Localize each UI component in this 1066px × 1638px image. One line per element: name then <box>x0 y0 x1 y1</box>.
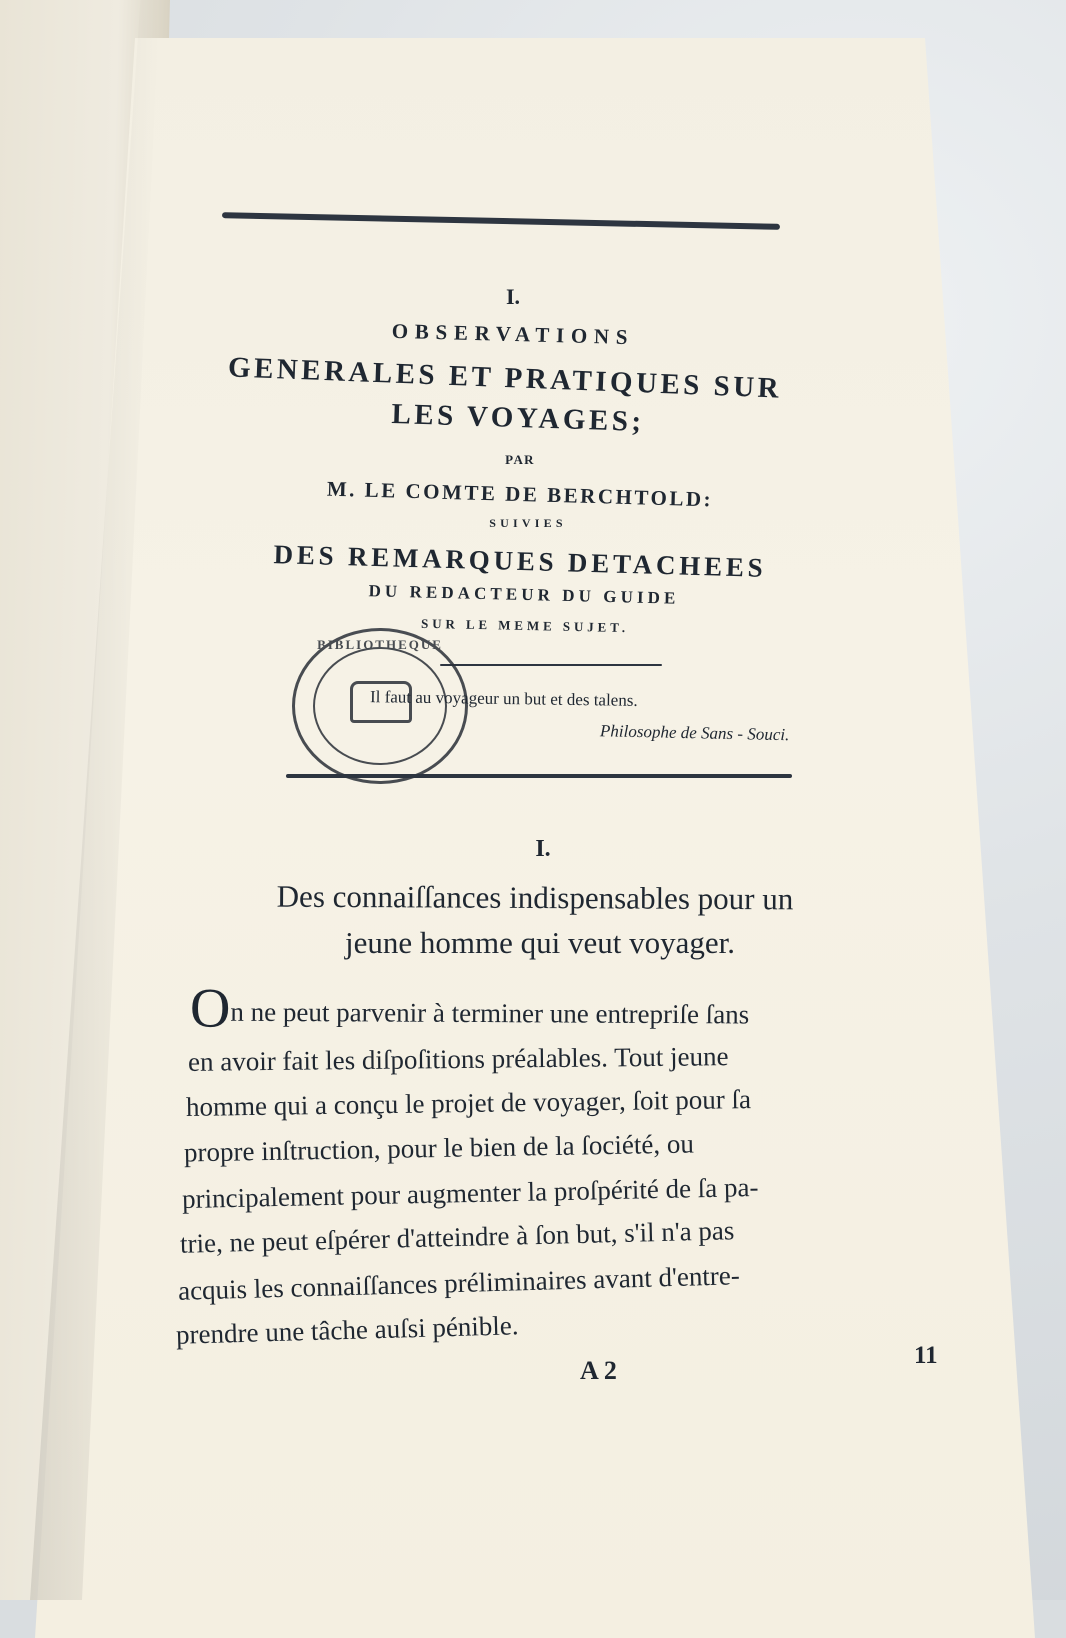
body-line-1: On ne peut parvenir à terminer une entrepriſe ſans <box>189 977 750 1040</box>
chapter-title-line1: Des connaiſſances indispensables pour un <box>276 878 794 917</box>
title-sujet: SUR LE MEME SUJET. <box>420 615 630 636</box>
body-line-4: propre inſtruction, pour le bien de la ſociété, ou <box>183 1128 695 1168</box>
title-par: PAR <box>505 452 535 467</box>
body-line-8: prendre une tâche auſsi pénible. <box>175 1310 519 1350</box>
drop-cap: O <box>189 977 231 1040</box>
epigraph-text: Il faut au voyageur un but et des talens. <box>369 687 638 710</box>
title-author: M. LE COMTE DE BERCHTOLD: <box>326 476 714 512</box>
section-numeral: I. <box>505 284 521 309</box>
epigraph-source: Philosophe de Sans - Souci. <box>599 721 790 745</box>
epigraph-top-rule <box>440 664 662 666</box>
title-line-observations: OBSERVATIONS <box>391 318 635 350</box>
body-line-5: principalement pour augmenter la proſpérité de ſa pa- <box>181 1171 759 1215</box>
body-line-2: en avoir fait les diſpoſitions préalables. Tout jeune <box>187 1041 729 1077</box>
title-redacteur: DU REDACTEUR DU GUIDE <box>368 581 680 608</box>
epigraph-bottom-rule <box>286 774 792 778</box>
body-line-7: acquis les connaiſſances préliminaires avant d'entre- <box>177 1260 741 1306</box>
body-line-3: homme qui a conçu le projet de voyager, ſoit pour ſa <box>185 1084 752 1122</box>
signature-mark: A 2 <box>580 1356 617 1385</box>
title-remarques: DES REMARQUES DETACHEES <box>273 539 767 583</box>
chapter-numeral: I. <box>535 836 551 862</box>
title-suivies: SUIVIES <box>489 516 567 530</box>
title-line-generales: GENERALES ET PRATIQUES SUR <box>227 351 783 405</box>
title-line-voyages: LES VOYAGES; <box>390 398 646 438</box>
page-number: 11 <box>914 1342 938 1369</box>
chapter-title-line2: jeune homme qui veut voyager. <box>345 925 735 960</box>
body-line-6: trie, ne peut eſpérer d'atteindre à ſon but, s'il n'a pas <box>179 1215 735 1259</box>
library-stamp: BIBLIOTHEQUE <box>292 628 468 784</box>
